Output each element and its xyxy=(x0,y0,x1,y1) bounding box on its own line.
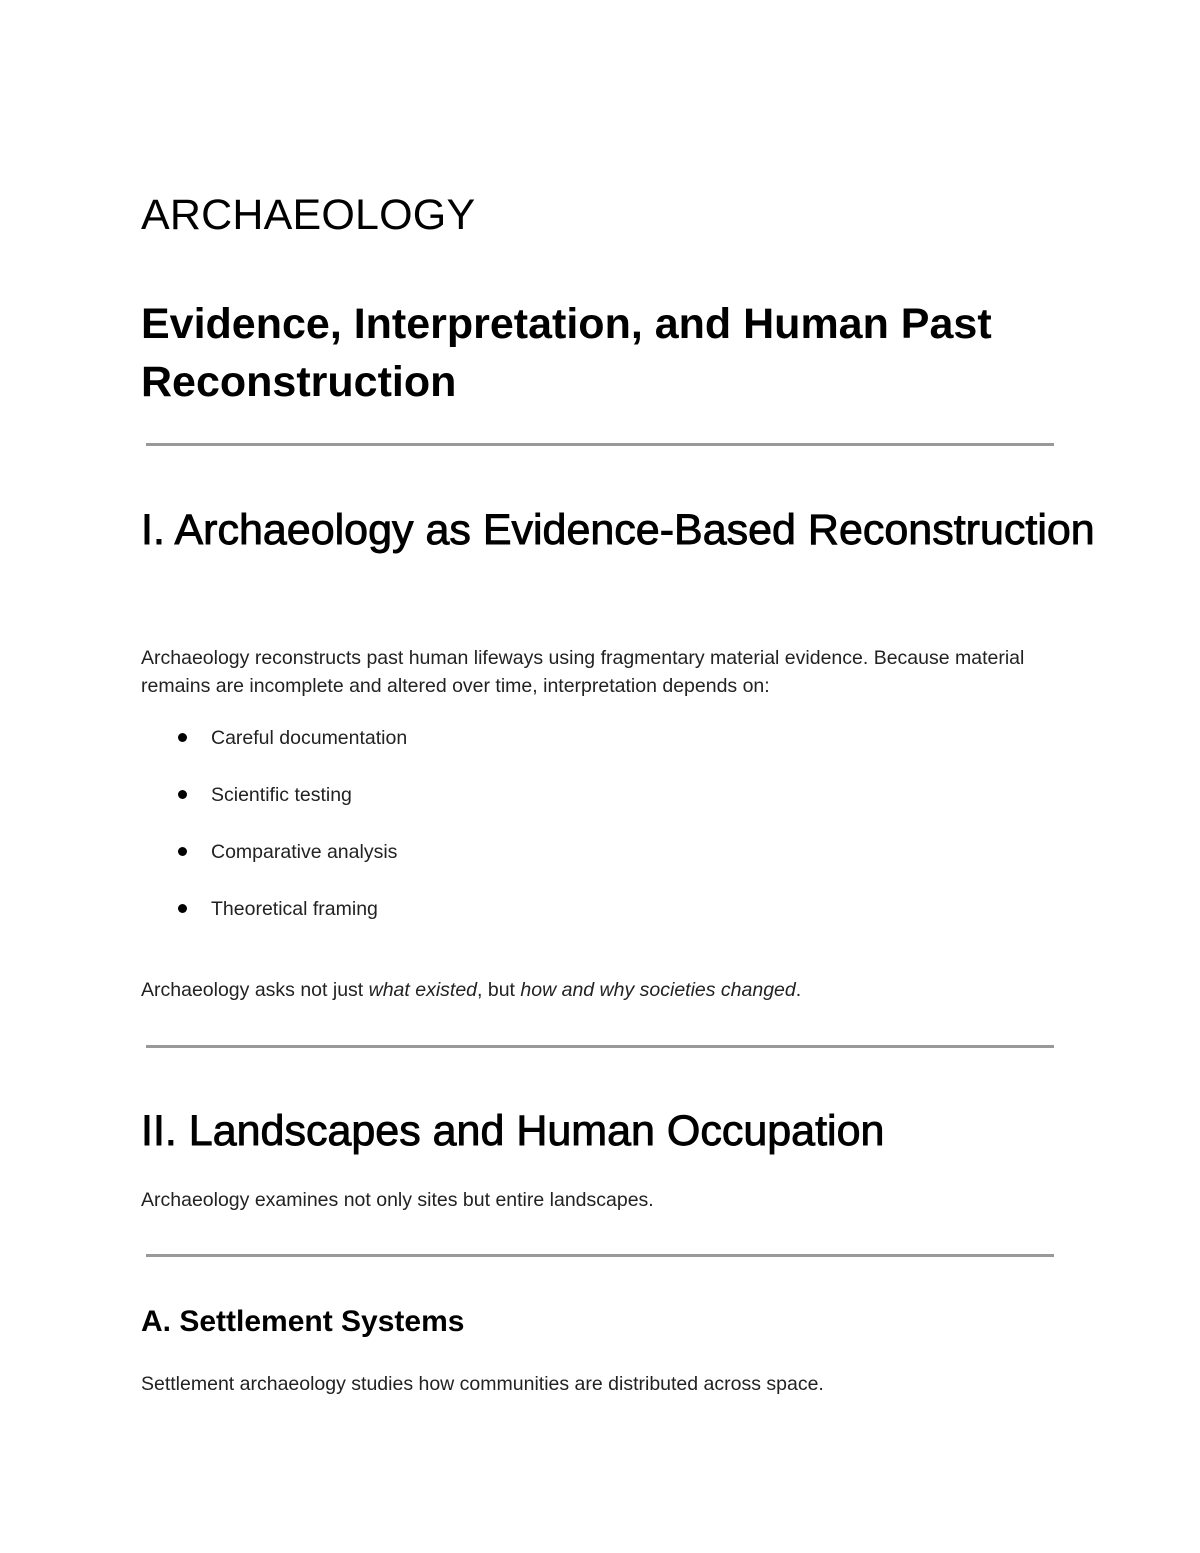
section-2-heading: II. Landscapes and Human Occupation xyxy=(141,1107,885,1155)
subsection-a-heading: A. Settlement Systems xyxy=(141,1305,465,1338)
document-title: ARCHAEOLOGY xyxy=(141,191,476,239)
closing-text-part: , but xyxy=(477,979,521,1001)
section-2-intro: Archaeology examines not only sites but entire landscapes. xyxy=(141,1189,654,1211)
section-1-intro: Archaeology reconstructs past human lifeways using fragmentary material evidence. Because material remains are incomplete and altered over time, interpretation depends on: xyxy=(141,647,1025,697)
section-1-heading: I. Archaeology as Evidence-Based Reconstruction xyxy=(141,506,1095,554)
closing-emphasis: what existed xyxy=(368,979,478,1001)
bullet-icon xyxy=(178,790,187,799)
horizontal-divider xyxy=(146,443,1054,446)
section-1-closing xyxy=(141,976,1071,1004)
closing-text-part: Archaeology asks not just xyxy=(141,979,369,1001)
bullet-icon xyxy=(178,847,187,856)
horizontal-divider xyxy=(146,1045,1054,1048)
document-subtitle: Evidence, Interpretation, and Human Past Reconstruction xyxy=(141,300,992,406)
closing-emphasis: how and why societies changed xyxy=(520,979,796,1001)
closing-text-part: . xyxy=(795,979,802,1001)
bullet-text: Theoretical framing xyxy=(211,898,378,920)
bullet-text: Comparative analysis xyxy=(211,841,398,863)
subsection-a-text: Settlement archaeology studies how communities are distributed across space. xyxy=(141,1373,824,1395)
horizontal-divider xyxy=(146,1254,1054,1257)
bullet-icon xyxy=(178,904,187,913)
bullet-text: Scientific testing xyxy=(211,784,352,806)
bullet-text: Careful documentation xyxy=(211,727,408,749)
bullet-icon xyxy=(178,733,187,742)
